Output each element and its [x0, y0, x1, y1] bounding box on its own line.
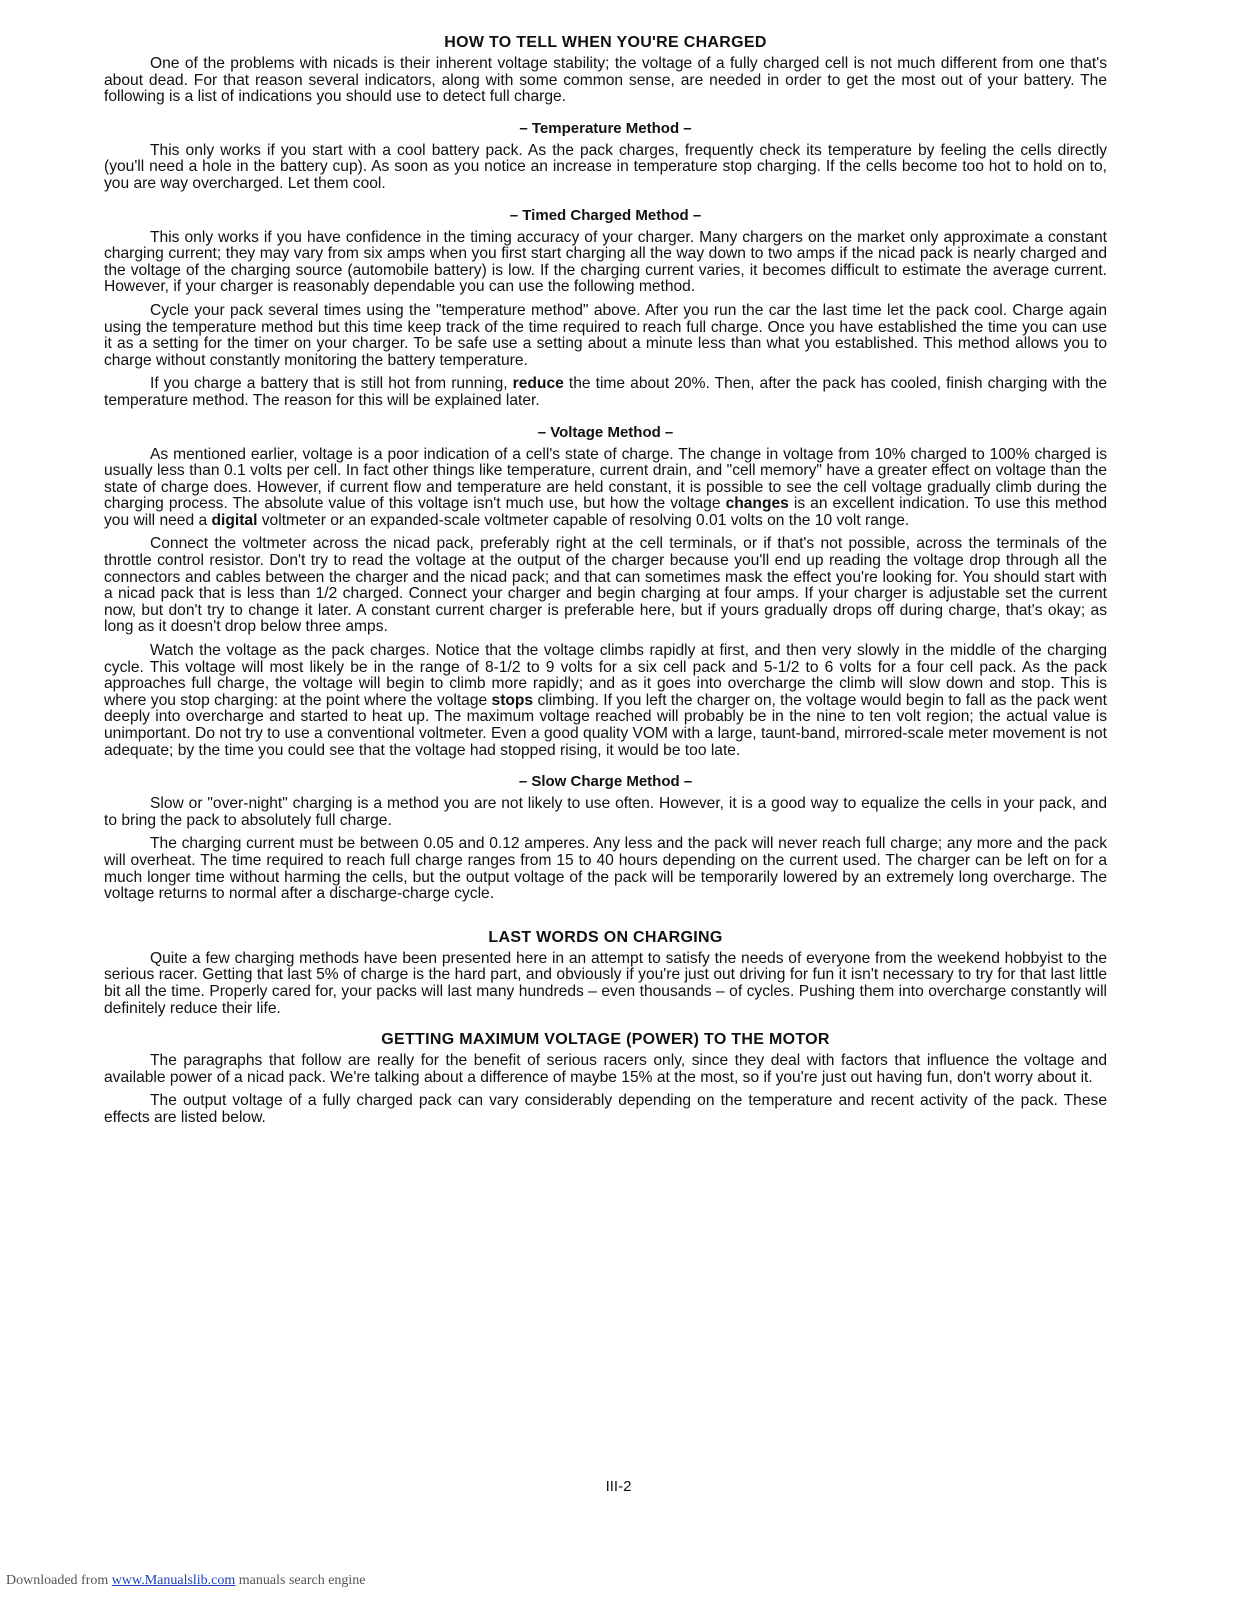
bold-text: reduce: [512, 375, 564, 393]
bold-text: stops: [491, 691, 534, 709]
section-title-max-voltage: GETTING MAXIMUM VOLTAGE (POWER) TO THE MOTOR: [381, 1031, 830, 1049]
footer-prefix: Downloaded from: [6, 1573, 112, 1588]
subheading-voltage-method: – Voltage Method –: [537, 423, 674, 441]
bold-text: digital: [211, 511, 258, 529]
text-run: voltmeter or an expanded-scale voltmeter capable of resolving 0.01 volts on the 10 volt range.: [257, 511, 910, 529]
text-run: As mentioned earlier, voltage is a poor indication of a cell's state of charge. The change in voltage from 10% charged to 100% charged is usually less than 0.1 volts per cell. In fact other things like temperature, current drain, and "cell memory" have a greater effect on voltage than the state of charge does. However, if current flow and temperature are held constant, it is possible to see the cell voltage gradually climb during the charging process. The absolute value of this voltage isn't much use, but how the voltage: [104, 445, 1107, 513]
download-footer: [6, 1573, 366, 1589]
manualslib-link[interactable]: www.Manualslib.com: [111, 1573, 236, 1588]
subheading-temperature-method: – Temperature Method –: [519, 119, 692, 137]
paragraph: The charging current must be between 0.05 and 0.12 amperes. Any less and the pack will never reach full charge; any more and the pack will overheat. The time required to reach full charge ranges from 15 to 40 hours depending on the current used. The charger can be left on for a much longer time without harming the cells, but the output voltage of the pack will be temporarily lowered by an extremely long overcharge. The voltage returns to normal after a discharge-charge cycle.: [104, 835, 1107, 903]
paragraph: [104, 643, 1107, 759]
paragraph: The paragraphs that follow are really for the benefit of serious racers only, since they deal with factors that influence the voltage and available power of a nicad pack. We're talking about a difference of maybe 15% at the most, so if you're just out having fun, don't worry about it.: [104, 1052, 1107, 1086]
paragraph: [104, 376, 1107, 409]
footer-suffix: manuals search engine: [235, 1573, 366, 1588]
paragraph: This only works if you start with a cool battery pack. As the pack charges, frequently check its temperature by feeling the cells directly (you'll need a hole in the battery cup). As soon as you notice an increase in temperature stop charging. If the cells become too hot to hold on to, you are way overcharged. Let them cool.: [104, 141, 1107, 192]
subheading-timed-charged-method: – Timed Charged Method –: [509, 206, 702, 224]
text-run: the time about 20%. Then, after the pack has cooled, finish charging with the temperature method. The reason for this will be explained later.: [104, 375, 1107, 409]
paragraph: Connect the voltmeter across the nicad pack, preferably right at the cell terminals, or if that's not possible, across the terminals of the throttle control resistor. Don't try to read the voltage at the output of the charger because you'll end up reading the voltage drop through all the connectors and cables between the charger and the nicad pack; and that can sometimes mask the effect you're looking for. You should start with a nicad pack that is less than 1/2 charged. Connect your charger and begin charging at four amps. If your charger is adjustable set the current now, but don't try to change it later. A constant current charger is preferable here, but if yours gradually drops off during charge, that's okay; as long as it doesn't drop below three amps.: [104, 535, 1107, 636]
subheading-slow-charge-method: – Slow Charge Method –: [518, 773, 693, 791]
paragraph: One of the problems with nicads is their inherent voltage stability; the voltage of a fully charged cell is not much different from one that's about dead. For that reason several indicators, along with some common sense, are needed in order to get the most out of your battery. The following is a list of indications you should use to detect full charge.: [104, 55, 1107, 106]
text-run: is an excellent indication. To use this method you will need a: [104, 495, 1107, 529]
paragraph: Cycle your pack several times using the "temperature method" above. After you run the car the last time let the pack cool. Charge again using the temperature method but this time keep track of the time required to reach full charge. Once you have established the time you can use it as a setting for the timer on your charger. To be safe use a setting about a minute less than what you established. This method allows you to charge without constantly monitoring the battery temperature.: [104, 301, 1107, 369]
section-title-last-words: LAST WORDS ON CHARGING: [488, 928, 723, 946]
paragraph: This only works if you have confidence in the timing accuracy of your charger. Many chargers on the market only approximate a constant charging current; they may vary from six amps when you first start charging all the way down to two amps if the nicad pack is nearly charged and the voltage of the charging source (automobile battery) is low. If the charging current varies, it becomes difficult to estimate the average current. However, if your charger is reasonably dependable you can use the following method.: [104, 228, 1107, 296]
bold-text: changes: [725, 495, 789, 513]
text-run: climbing. If you left the charger on, the voltage would begin to fall as the pack went deeply into overcharge and started to heat up. The maximum voltage reached will probably be in the nine to ten volt region; the actual value is unimportant. Do not try to use a conventional voltmeter. Even a good quality VOM with a large, taunt-band, mirrored-scale meter movement is not adequate; by the time you could see that the voltage had stopped rising, it would be too late.: [104, 691, 1107, 759]
paragraph: Slow or "over-night" charging is a method you are not likely to use often. However, it is a good way to equalize the cells in your pack, and to bring the pack to absolutely full charge.: [104, 795, 1107, 829]
paragraph: Quite a few charging methods have been presented here in an attempt to satisfy the needs of everyone from the weekend hobbyist to the serious racer. Getting that last 5% of charge is the hard part, and obviously if you're just out driving for fun it isn't necessary to try for that last little bit all the time. Properly cared for, your packs will last many hundreds – even thousands – of cycles. Pushing them into overcharge constantly will definitely reduce their life.: [104, 949, 1107, 1017]
paragraph: The output voltage of a fully charged pack can vary considerably depending on the temperature and recent activity of the pack. These effects are listed below.: [104, 1092, 1107, 1126]
text-run: Watch the voltage as the pack charges. Notice that the voltage climbs rapidly at first, and then very slowly in the middle of the charging cycle. This voltage will most likely be in the range of 8-1/2 to 9 volts for a six cell pack and 5-1/2 to 6 volts for a four cell pack. As the pack approaches full charge, the voltage will begin to climb more rapidly; and as it goes into overcharge the climb will slow down and stop. This is where you stop charging: at the point where the voltage: [104, 642, 1107, 709]
section-title-charged: HOW TO TELL WHEN YOU'RE CHARGED: [444, 34, 767, 51]
page-number: III-2: [605, 1478, 632, 1495]
paragraph: [104, 447, 1107, 530]
text-run: If you charge a battery that is still hot from running,: [150, 375, 513, 393]
document-page: [104, 34, 1107, 1134]
